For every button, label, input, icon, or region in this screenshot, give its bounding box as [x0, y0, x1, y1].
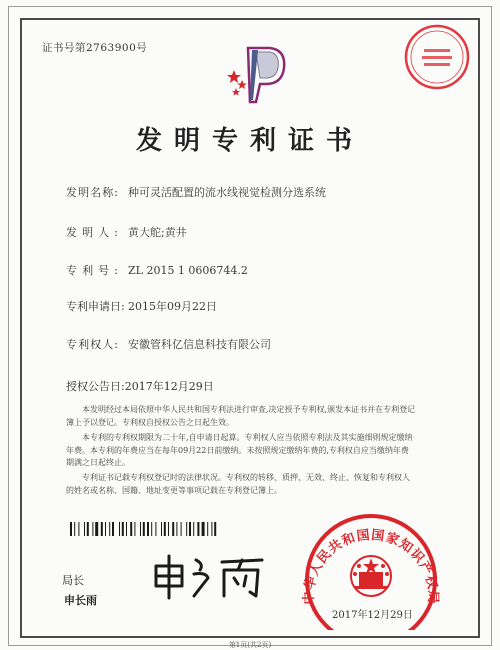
field-value: 2015年09月22日 — [128, 300, 217, 313]
barcode-bar — [78, 522, 79, 536]
barcode-bar — [161, 522, 162, 536]
field-patent-number — [66, 262, 248, 278]
paragraph: 专利证书记载专利权登记时的法律状况。专利权的转移、质押、无效、终止、恢复和专利权人的姓名或名称、国籍、地址变更等事项记载在专利登记簿上。 — [66, 473, 410, 495]
barcode-bar — [109, 522, 110, 536]
barcode-bar — [84, 522, 85, 536]
barcode-bar — [168, 522, 169, 536]
field-invention-name — [66, 184, 326, 200]
top-seal-icon — [402, 22, 472, 92]
barcode-bar — [140, 522, 141, 536]
barcode-bar — [193, 522, 194, 536]
grant-announcement-date: 授权公告日:2017年12月29日 — [66, 380, 214, 393]
barcode-bar — [197, 522, 199, 536]
field-value: 黄大舵;黄井 — [128, 226, 187, 239]
barcode-bar — [211, 522, 212, 536]
barcode-bar — [143, 522, 145, 536]
page-number: 第1页(共2页) — [228, 641, 272, 649]
barcode-bar — [134, 522, 135, 536]
barcode-bar — [202, 522, 205, 536]
field-label: 发明人: — [66, 226, 118, 239]
barcode-bar — [95, 522, 98, 536]
barcode-bar — [172, 522, 174, 536]
barcode-bar — [87, 522, 89, 536]
director-title: 局长 — [62, 574, 84, 587]
barcode-bar — [92, 522, 93, 536]
seal-date: 2017年12月29日 — [332, 610, 413, 621]
barcode-bar — [126, 522, 127, 536]
barcode-bar — [155, 522, 156, 536]
barcode-bar — [101, 522, 103, 536]
field-value: 安徽管科亿信息科技有限公司 — [128, 338, 271, 351]
barcode-bar — [122, 522, 124, 536]
director-name: 申长雨 — [64, 594, 97, 607]
barcode-bar — [112, 522, 114, 536]
field-patentee — [66, 336, 271, 352]
barcode-bar — [176, 522, 177, 536]
field-application-date — [66, 298, 217, 314]
barcode-bar — [147, 522, 149, 536]
barcode-bar — [164, 522, 166, 536]
barcode-bar — [214, 522, 216, 536]
barcode-icon — [70, 522, 270, 536]
field-inventor — [66, 224, 187, 240]
barcode-bar — [119, 522, 120, 536]
field-label: 专利号: — [66, 264, 118, 277]
field-label: 发明名称: — [66, 186, 118, 199]
barcode-bar — [207, 522, 208, 536]
barcode-bar — [130, 522, 132, 536]
patent-office-emblem-icon — [226, 40, 292, 106]
barcode-bar — [105, 522, 106, 536]
barcode-bar — [70, 522, 72, 536]
paragraph: 本专利的专利权期限为二十年,自申请日起算。专利权人应当依照专利法及其实施细则规定缴纳年费。本专利的年费应当在每年09月22日前缴纳。未按照规定缴纳年费的,专利权自应当缴纳年费期满之日起终止。 — [66, 433, 413, 467]
paragraph: 本发明经过本局依照中华人民共和国专利法进行审查,决定授予专利权,颁发本证书并在专利登记簿上予以登记。专利权自授权公告之日起生效。 — [66, 405, 416, 427]
barcode-bar — [186, 522, 187, 536]
field-label: 专利申请日: — [66, 300, 125, 313]
field-value: 种可灵活配置的流水线视觉检测分选系统 — [128, 186, 326, 199]
barcode-bar — [189, 522, 191, 536]
barcode-bar — [181, 522, 182, 536]
field-label: 专利权人: — [66, 338, 118, 351]
field-value: ZL 2015 1 0606744.2 — [128, 264, 248, 277]
barcode-bar — [151, 522, 152, 536]
svg-text:中华人民共和国国家知识产权局: 中华人民共和国国家知识产权局 — [301, 527, 441, 605]
barcode-bar — [74, 522, 75, 536]
page-title: 发明专利证书 — [135, 126, 364, 156]
director-signature-icon — [150, 552, 270, 602]
certificate-number: 证书号第2763900号 — [42, 42, 148, 54]
